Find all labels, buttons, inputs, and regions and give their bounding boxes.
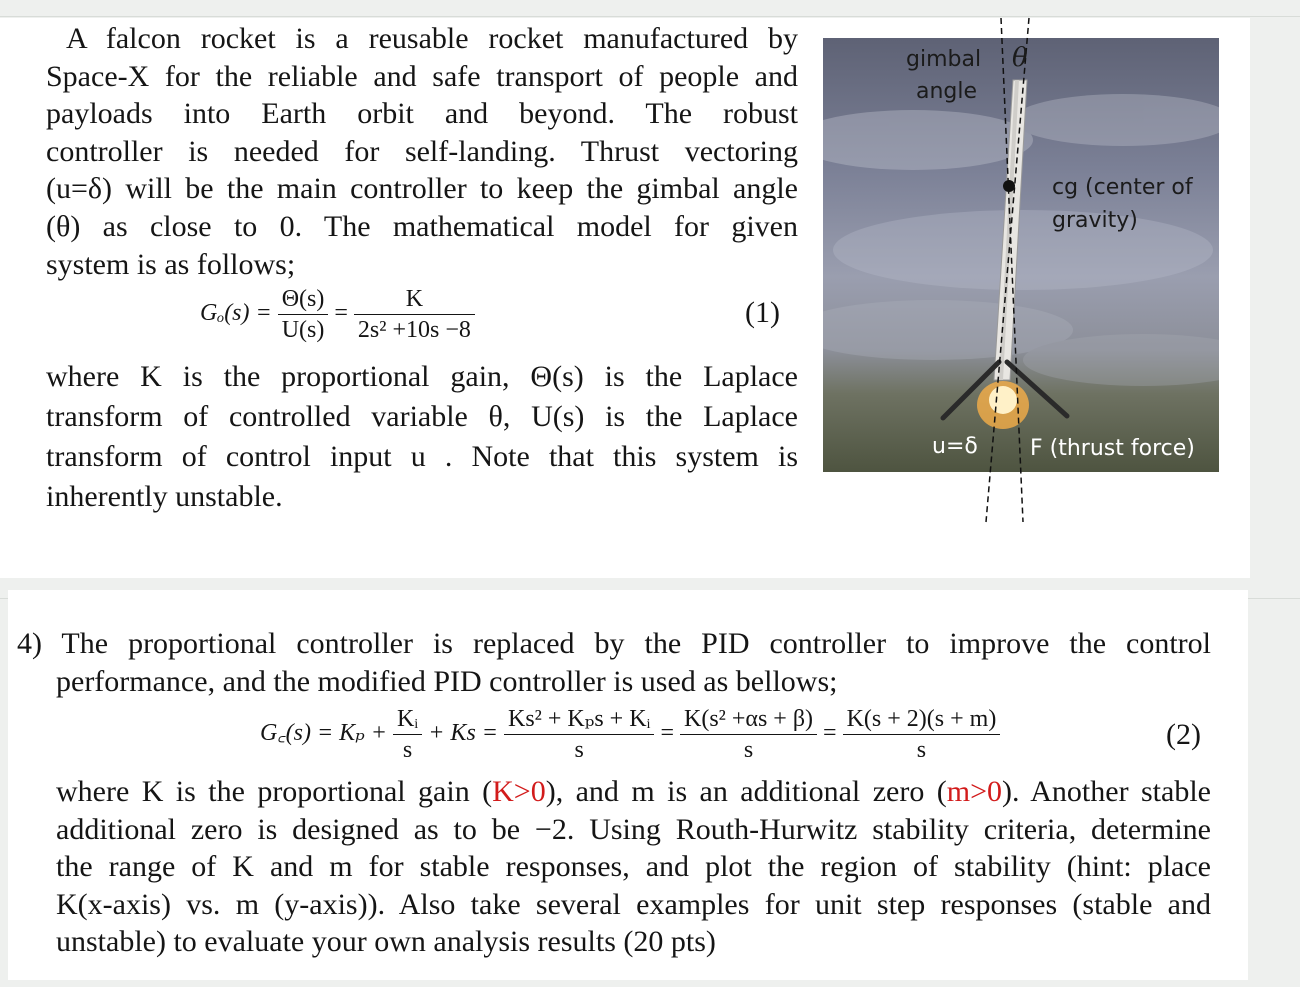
question-4-heading bbox=[17, 625, 1211, 663]
eq2-equals-a: = bbox=[660, 720, 674, 747]
cg-dot bbox=[1003, 180, 1015, 192]
cg-label-line-2: gravity) bbox=[1052, 208, 1138, 233]
control-input-label: u=δ bbox=[932, 434, 978, 459]
eq2-term-3 bbox=[680, 704, 817, 765]
eq2-t1-num: Kᵢ bbox=[393, 704, 422, 735]
problem-line: (θ) as close to 0. The mathematical model for given bbox=[46, 209, 798, 243]
problem-line: system is as follows; bbox=[46, 247, 296, 281]
angle-label-line: angle bbox=[916, 79, 978, 104]
question-line: the range of K and m for stable responses, and plot the region of stability (hint: place bbox=[56, 850, 1211, 884]
equation-2-number: (2) bbox=[1166, 718, 1201, 751]
eq2-t2-den: s bbox=[574, 737, 584, 763]
eq2-equals-b: = bbox=[823, 720, 837, 747]
equation-1 bbox=[200, 284, 475, 345]
gimbal-label bbox=[906, 44, 981, 76]
problem-line: inherently unstable. bbox=[46, 480, 283, 513]
eq2-mid: + Ks = bbox=[428, 720, 498, 747]
eq1-frac1-den: U(s) bbox=[281, 317, 325, 343]
gimbal-label-line: gimbal bbox=[906, 47, 982, 72]
question-line: performance, and the modified PID controller is used as bellows; bbox=[56, 665, 838, 698]
eq1-frac1-num: Θ(s) bbox=[278, 284, 329, 315]
eq2-t3-num: K(s² +αs + β) bbox=[680, 704, 817, 735]
angle-label bbox=[916, 76, 977, 108]
eq2-t1-den: s bbox=[402, 737, 413, 763]
eq2-t4-den: s bbox=[916, 737, 927, 763]
eq2-term-2 bbox=[504, 704, 654, 765]
eq1-lhs: Gₒ(s) = bbox=[200, 300, 272, 327]
equation-1-number: (1) bbox=[745, 296, 780, 329]
problem-line: transform of controlled variable θ, U(s) is the Laplace bbox=[46, 400, 798, 433]
equation-2 bbox=[260, 704, 1000, 765]
question-line: unstable) to evaluate your own analysis results (20 pts) bbox=[56, 925, 716, 959]
cg-label-line-1: cg (center of bbox=[1052, 175, 1193, 200]
eq1-fraction-2 bbox=[354, 284, 475, 345]
question-line: additional zero is designed as to be −2. Using Routh-Hurwitz stability criteria, determine bbox=[56, 812, 1211, 846]
eq1-frac2-den: 2s² +10s −8 bbox=[357, 317, 471, 343]
eq2-t3-den: s bbox=[743, 737, 754, 763]
problem-line: payloads into Earth orbit and beyond. The robust bbox=[46, 97, 798, 131]
m-constraint: m>0 bbox=[946, 775, 1002, 808]
problem-line: A falcon rocket is a reusable rocket manufactured by bbox=[66, 22, 798, 55]
problem-line: Space-X for the reliable and safe transport of people and bbox=[46, 59, 798, 93]
theta-symbol: θ bbox=[1012, 43, 1028, 73]
eq2-term-1 bbox=[393, 704, 422, 765]
thrust-label: F (thrust force) bbox=[1030, 436, 1195, 461]
problem-line: where K is the proportional gain, Θ(s) is the Laplace bbox=[46, 360, 798, 393]
problem-line: transform of control input u . Note that this system is bbox=[46, 440, 798, 473]
question-line-3 bbox=[56, 773, 1211, 811]
problem-line: controller is needed for self-landing. Thrust vectoring bbox=[46, 134, 798, 168]
problem-definitions bbox=[46, 357, 798, 517]
eq1-equals: = bbox=[334, 300, 348, 327]
problem-line: (u=δ) will be the main controller to keep the gimbal angle bbox=[46, 172, 798, 206]
eq2-term-4 bbox=[843, 704, 1001, 765]
engine-exhaust bbox=[977, 381, 1029, 429]
eq1-fraction-1 bbox=[278, 284, 329, 345]
k-constraint: K>0 bbox=[492, 775, 546, 808]
eq1-frac2-num: K bbox=[354, 284, 475, 315]
eq2-lhs: G꜀(s) = Kₚ + bbox=[260, 720, 387, 747]
question-text: ). Another stable bbox=[1002, 775, 1211, 808]
question-4-line-2 bbox=[56, 663, 1211, 701]
problem-intro bbox=[46, 20, 798, 283]
question-text: ), and m is an additional zero ( bbox=[545, 775, 947, 808]
eq2-t4-num: K(s + 2)(s + m) bbox=[843, 704, 1001, 735]
question-text: where K is the proportional gain ( bbox=[56, 775, 493, 808]
question-line: K(x-axis) vs. m (y-axis)). Also take several examples for unit step responses (stable and bbox=[56, 887, 1211, 921]
eq2-t2-num: Ks² + Kₚs + Kᵢ bbox=[504, 704, 654, 735]
question-4-body bbox=[56, 773, 1211, 961]
question-line: 4) The proportional controller is replaced by the PID controller to improve the control bbox=[17, 627, 1211, 660]
